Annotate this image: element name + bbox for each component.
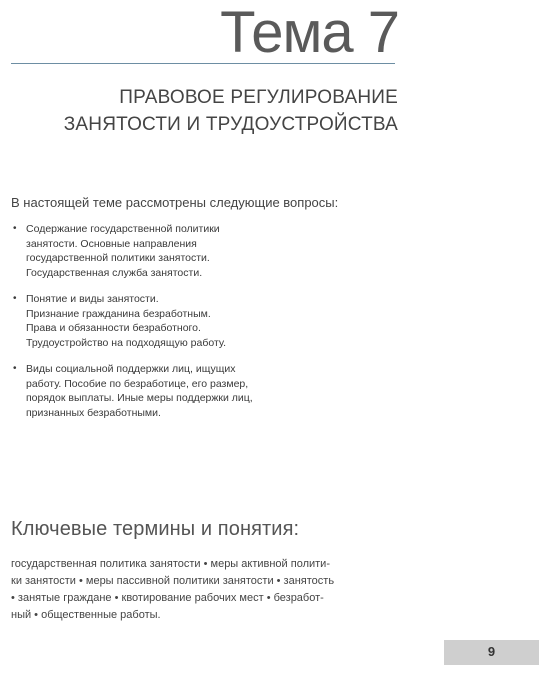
topic-line: признанных безработными. bbox=[26, 406, 161, 419]
page-number: 9 bbox=[487, 644, 496, 659]
topic-line: государственной политики занятости. bbox=[26, 252, 210, 264]
topic-item bbox=[11, 292, 391, 350]
key-terms-line: ный • общественные работы. bbox=[11, 609, 161, 621]
key-terms-text bbox=[11, 556, 397, 624]
topic-line: Признание гражданина безработным. bbox=[26, 307, 211, 320]
topic-title: Тема 7 bbox=[220, 0, 399, 65]
topic-item bbox=[11, 222, 391, 280]
intro-text: В настоящей теме рассмотрены следующие вопросы: bbox=[11, 195, 339, 210]
bullet-icon: • bbox=[13, 223, 17, 234]
topic-line: работу. Пособие по безработице, его размер, bbox=[26, 377, 249, 390]
chapter-title bbox=[64, 84, 398, 138]
topic-line: Виды социальной поддержки лиц, ищущих bbox=[26, 363, 236, 375]
topic-line: порядок выплаты. Иные меры поддержки лиц, bbox=[26, 392, 253, 404]
topic-line: Права и обязанности безработного. bbox=[26, 322, 201, 334]
key-terms-heading: Ключевые термины и понятия: bbox=[11, 518, 300, 540]
chapter-title-line: ЗАНЯТОСТИ И ТРУДОУСТРОЙСТВА bbox=[63, 114, 398, 135]
topic-line: Понятие и виды занятости. bbox=[26, 293, 159, 305]
topic-line: Трудоустройство на подходящую работу. bbox=[26, 336, 226, 349]
topics-list bbox=[11, 222, 391, 432]
topic-line: Содержание государственной политики bbox=[26, 223, 220, 235]
chapter-title-line: ПРАВОВОЕ РЕГУЛИРОВАНИЕ bbox=[119, 87, 398, 108]
page-number-box bbox=[444, 640, 539, 665]
topic-line: Государственная служба занятости. bbox=[26, 266, 203, 279]
bullet-icon: • bbox=[13, 293, 17, 304]
key-terms-line: • занятые граждане • квотирование рабочих мест • безработ- bbox=[11, 592, 324, 604]
key-terms-line: государственная политика занятости • меры активной полити- bbox=[11, 558, 330, 570]
topic-item bbox=[11, 362, 391, 420]
topic-line: занятости. Основные направления bbox=[26, 237, 197, 250]
key-terms-line: ки занятости • меры пассивной политики занятости • занятость bbox=[11, 575, 335, 587]
bullet-icon: • bbox=[13, 363, 17, 374]
title-divider bbox=[11, 63, 395, 64]
